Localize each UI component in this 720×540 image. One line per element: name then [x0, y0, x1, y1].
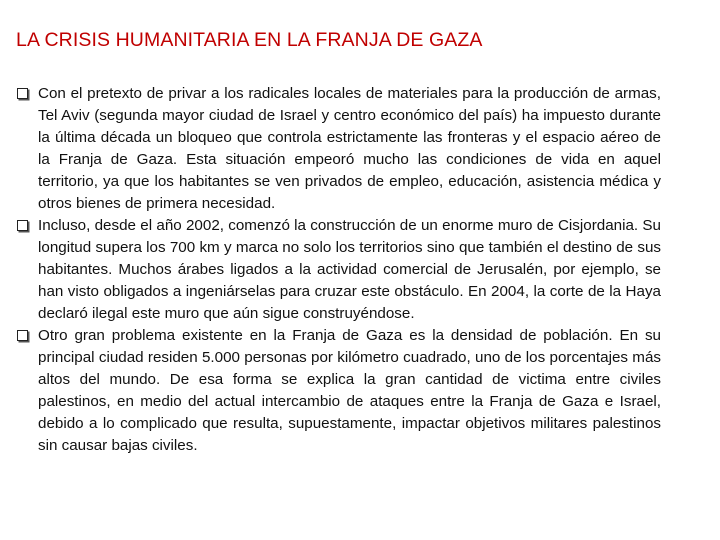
square-bullet-icon	[17, 88, 28, 99]
bullet-item	[17, 215, 661, 325]
bullet-text: Otro gran problema existente en la Franja de Gaza es la densidad de población. En su principal ciudad residen 5.000 personas por kilómetro cuadrado, uno de los porcentajes más altos del mundo. De esa forma se explica la gran cantidad de victima entre civiles palestinos, en medio del actual intercambio de ataques entre la Franja de Gaza e Israel, debido a lo complicado que resulta, supuestamente, impactar objetivos militares palestinos sin causar bajas civiles.	[38, 327, 661, 454]
bullet-item	[17, 83, 661, 215]
square-bullet-icon	[17, 330, 28, 341]
bullet-text: Incluso, desde el año 2002, comenzó la construcción de un enorme muro de Cisjordania. Su longitud supera los 700 km y marca no solo los territorios sino que también el destino de sus habitantes. Muchos árabes ligados a la actividad comercial de Jerusalén, por ejemplo, se han visto obligados a ingeniárselas para cruzar este obstáculo. En 2004, la corte de la Haya declaró ilegal este muro que aún sigue construyéndose.	[38, 217, 661, 322]
slide-title: LA CRISIS HUMANITARIA EN LA FRANJA DE GAZA	[16, 29, 483, 51]
bullet-text: Con el pretexto de privar a los radicales locales de materiales para la producción de armas, Tel Aviv (segunda mayor ciudad de Israel y centro económico del país) ha impuesto durante la última década un bloqueo que controla estrictamente las fronteras y el espacio aéreo de la Franja de Gaza. Esta situación empeoró mucho las condiciones de vida en aquel territorio, ya que los habitantes se ven privados de empleo, educación, asistencia médica y otros bienes de primera necesidad.	[38, 85, 661, 212]
square-bullet-icon	[17, 220, 28, 231]
bullet-list	[17, 83, 661, 457]
bullet-item	[17, 325, 661, 457]
